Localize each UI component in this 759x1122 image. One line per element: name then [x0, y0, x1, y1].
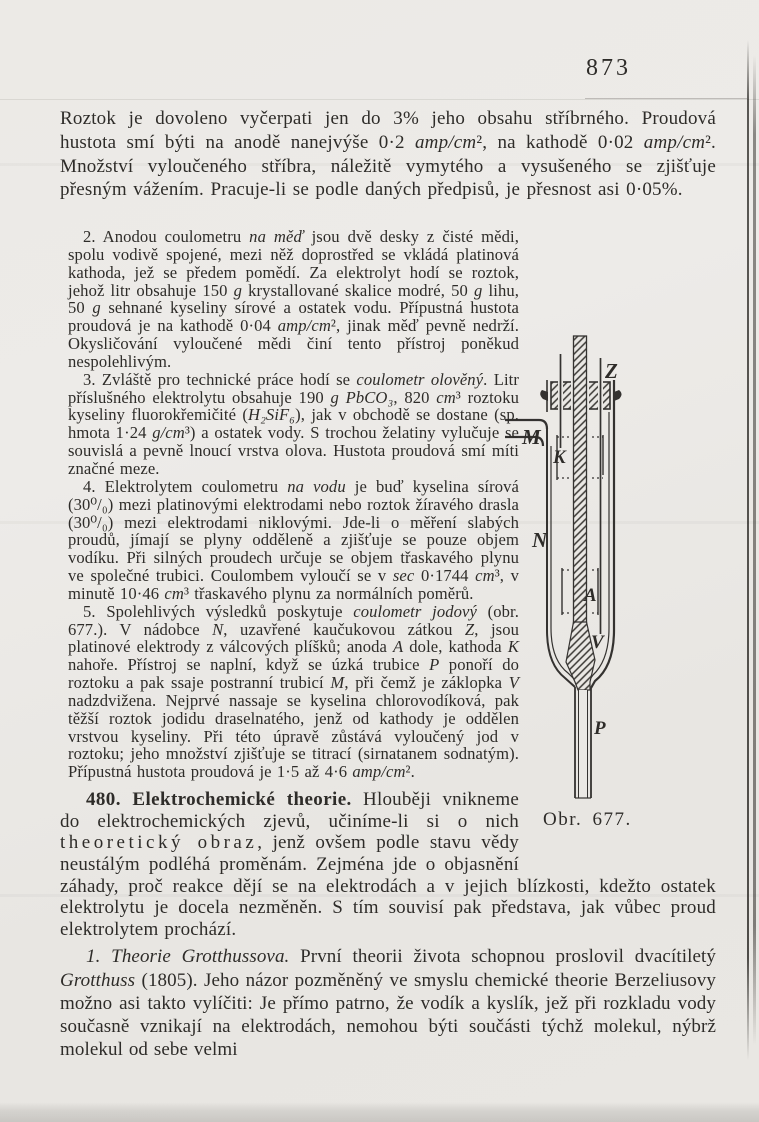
figure-label-v: V — [591, 632, 604, 653]
paragraph-3-lead-coulometer: 3. Zvláště pro technické práce hodí se coulometr olověný. Litr příslušného elektrolytu obsahuje 190 g PbCO₃, 820 cm³ roztoku kyseliny fluorokřemičité (H₂SiF₆), jak v obchodě se dostane (sp. hmota 1·24 g/cm³) a ostatek vody. S trochou želatiny vylučuje se souvislá a pevně lnoucí vrstva olova. Hustota proudová smí míti značné meze. — [68, 369, 519, 478]
header-rule-right — [585, 98, 747, 99]
rim-hook-right — [614, 390, 622, 401]
figure-caption: Obr. 677. — [543, 809, 632, 830]
paragraph-intro: Roztok je dovoleno vyčerpati jen do 3% jeho obsahu stříbrného. Proudová hustota smí býti na anodě nanejvýše 0·2 amp/cm², na kathodě 0·02 amp/cm². Množství vyloučeného stříbra, náležitě vymytého a vysušeného se zjišťuje přesným vážením. Pracuje-li se podle daných předpisů, je přesnost asi 0·05%. — [60, 108, 716, 201]
scan-gutter-edge-inner — [747, 40, 749, 1060]
figure-label-p: P — [594, 718, 606, 739]
figure-label-z: Z — [605, 359, 618, 383]
scan-gutter-edge-outer — [753, 55, 756, 1045]
rim-hook-left — [540, 390, 548, 401]
figure-label-k: K — [553, 447, 566, 468]
paragraph-grotthuss-theory: 1. Theorie Grotthussova. První theorii života schopnou proslovil dvacítiletý Grotthuss (1805). Jeho názor pozměněný ve smyslu chemické theorie Berzeliusovy možno asi takto vylíčiti: Je přímo patrno, že vodík a kyslík, jež při rozkladu vody současně vznikají na elektrodách, nemohou býti součásti týchž molekul, nýbrž molekul od sebe velmi — [60, 946, 716, 1061]
bottom-tube — [575, 687, 591, 798]
coulometer-diagram — [522, 332, 716, 807]
paragraph-2-copper-coulometer: 2. Anodou coulometru na měď jsou dvě desky z čisté mědi, spolu vodivě spojené, mezi něž doprostřed se vkládá platinová kathoda, jež se předem pomědí. Za elektrolyt hodí se roztok, jehož litr obsahuje 150 g krystallované skalice modré, 50 g lihu, 50 g sehnané kyseliny sírové a ostatek vodu. Přípustná hustota proudová je na kathodě 0·04 amp/cm², jinak měď pevně nedrží. Okysličování vyloučené mědi činí tento přístroj poněkud nespolehlivým. — [68, 227, 520, 371]
header-rule — [0, 99, 759, 100]
figure-label-m: M — [522, 425, 541, 449]
scan-bottom-shadow — [0, 1102, 759, 1122]
section-480-heading-paragraph: 480. Elektrochemické theorie. Hlouběji vnikneme do elektrochemických zjevů, učiníme-li si o nich theoretický obraz, jenž ovšem podle stavu vědy neustálým podléhá proměnám. Zejména jde o objasnění záhady, proč reakce dějí se na elektrodách a v jejich blízkosti, kdežto ostatek elektrolytu je docela nezměněn. S tím souvisí pak představa, jak vůbec proud elektrolytem prochází. — [60, 789, 716, 940]
figure-677 — [522, 332, 716, 873]
paragraph-4-water-coulometer: 4. Elektrolytem coulometru na vodu je buď kyselina sírová (30⁰/₀) mezi platinovými elektrodami nebo roztok žíravého drasla (30⁰/₀) mezi elektrodami niklovými. Jde-li o měření slabých proudů, jímají se plyny odděleně a zjišťuje se pouze objem vodíku. Při silných proudech určuje se objem třaskavého plynu ve společné trubici. Coulombem vyloučí se v sec 0·1744 cm³, v minutě 10·46 cm³ třaskavého plynu za normálních poměrů. — [68, 476, 520, 603]
paragraph-5-iodine-coulometer: 5. Spolehlivých výsledků poskytuje coulometr jodový (obr. 677.). V nádobce N, uzavřené kaučukovou zátkou Z, jsou platinové elektrody z válcových plíšků; anoda A dole, kathoda K nahoře. Přístroj se naplní, když se úzká trubice P ponoří do roztoku a pak ssaje postranní trubicí M, při čemž je záklopka V nadzdvižena. Nejprvé nassaje se kyselina chlorovodíková, pak těžší roztok jodidu draselnatého, jenž od kathody je oddělen vrstvou kyseliny. Při této úpravě zůstává vyloučený jod v roztoku; jeho množství zjišťuje se titrací (sirnatanem sodnatým). Přípustná hustota proudová je 1·5 až 4·6 amp/cm². — [68, 601, 520, 782]
page-number: 873 — [586, 55, 631, 81]
main-text-column — [60, 228, 716, 1061]
figure-label-a: A — [584, 585, 597, 606]
figure-label-n: N — [532, 528, 548, 552]
